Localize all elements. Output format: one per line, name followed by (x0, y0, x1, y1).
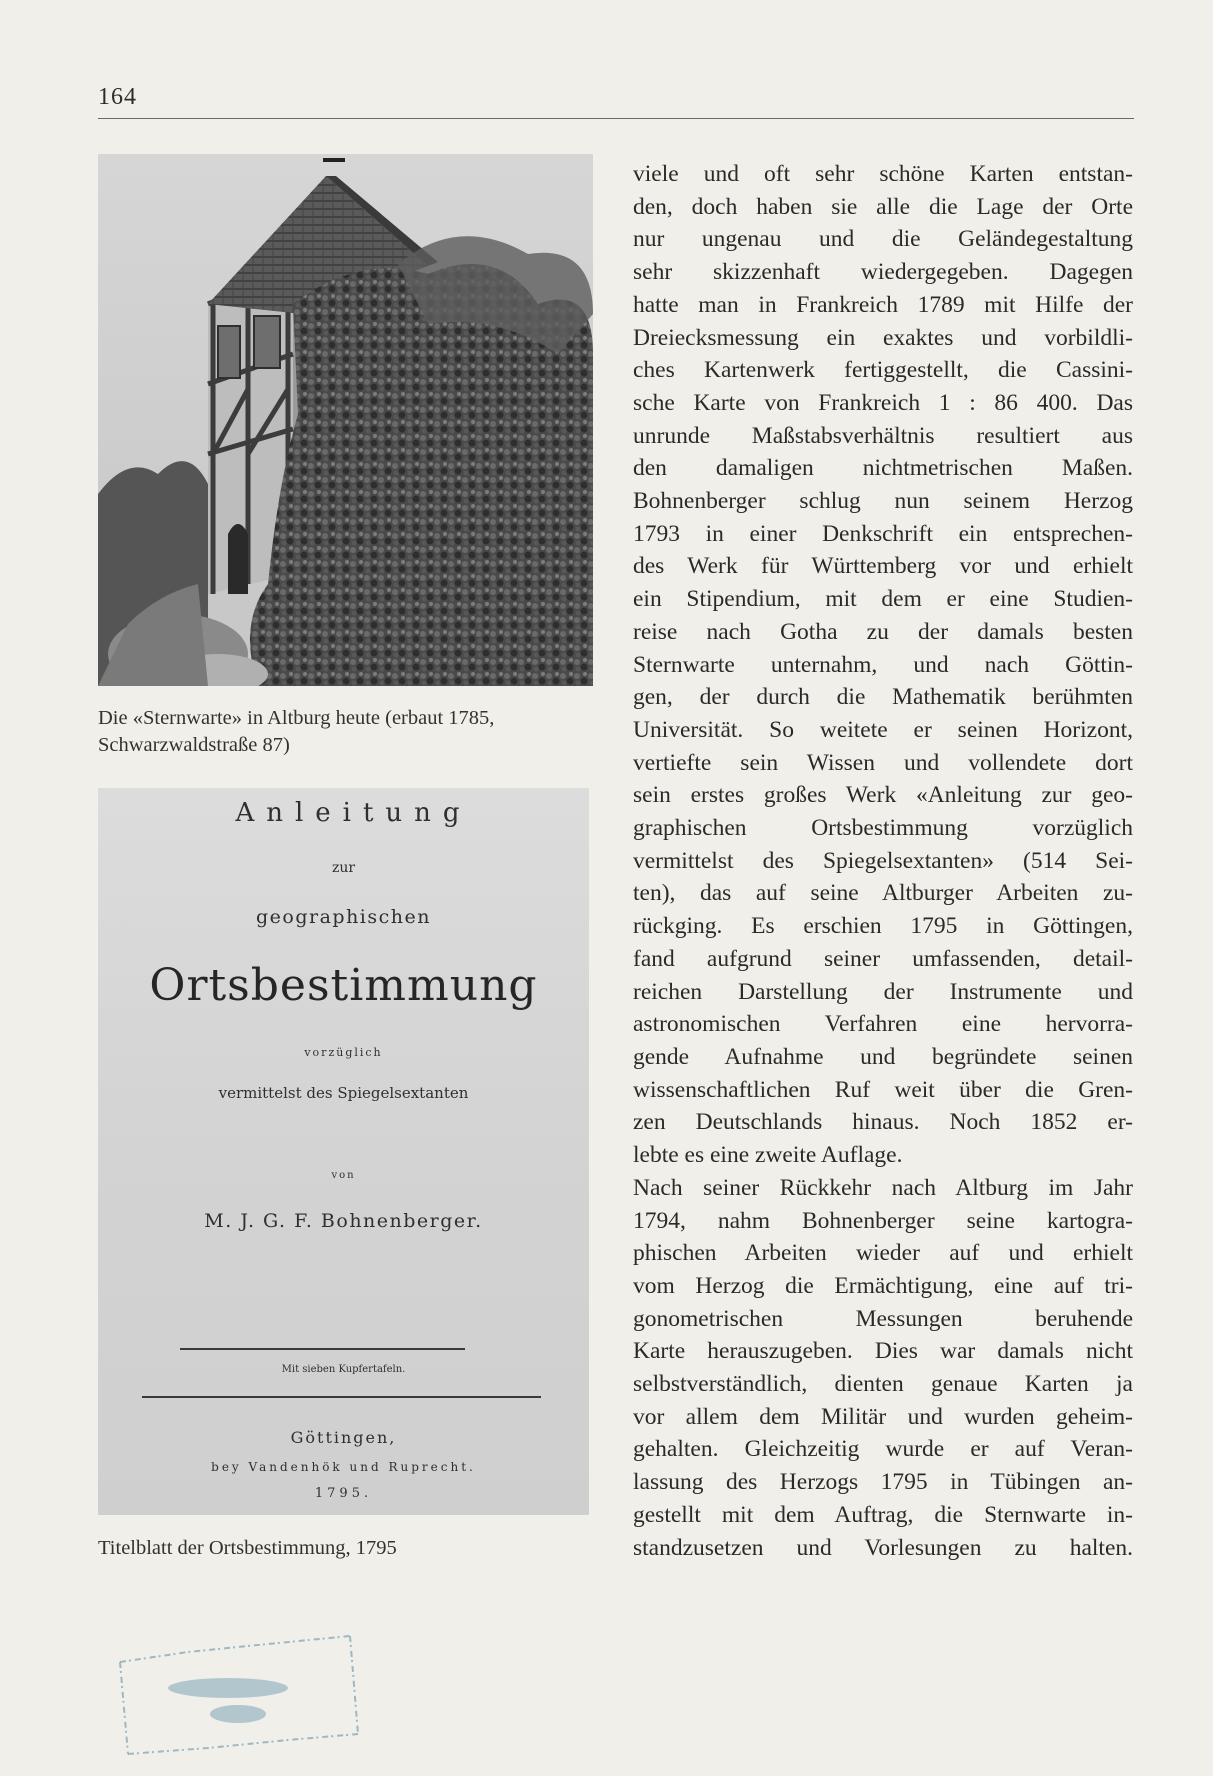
titlepage-rule-upper (180, 1348, 465, 1350)
body-text-line: Dreiecksmessung ein exaktes und vorbildli- (633, 324, 1133, 351)
body-text-line: sein erstes großes Werk «Anleitung zur geo- (633, 782, 1133, 809)
body-text-line: vom Herzog die Ermächtigung, eine auf tri- (633, 1272, 1133, 1299)
body-text-line: graphischen Ortsbestimmung vorzüglich (633, 815, 1133, 842)
body-text-line: astronomischen Verfahren eine hervorra- (633, 1011, 1133, 1038)
body-text-line: fand aufgrund seiner umfassenden, detail- (633, 945, 1133, 972)
body-text-line: sche Karte von Frankreich 1 : 86 400. Das (633, 389, 1133, 416)
titlepage-ortsbestimmung: Ortsbestimmung (149, 960, 538, 1011)
titlepage-vorzueglich: vorzüglich (304, 1046, 383, 1059)
body-text-line: lassung des Herzogs 1795 in Tübingen an- (633, 1469, 1133, 1496)
body-text-line: gende Aufnahme und begründete seinen (633, 1043, 1133, 1070)
body-text-line: vor allem dem Militär und wurden geheim- (633, 1403, 1133, 1430)
body-text-line: Karte herauszugeben. Dies war damals nicht (633, 1338, 1133, 1365)
body-text-line: Universität. So weitete er seinen Horizont, (633, 716, 1133, 743)
sternwarte-photo (98, 154, 593, 686)
body-text-line: gestellt mit dem Auftrag, die Sternwarte in- (633, 1501, 1133, 1528)
body-text-line: 1794, nahm Bohnenberger seine kartogra- (633, 1207, 1133, 1234)
body-text-line: zen Deutschlands hinaus. Noch 1852 er- (633, 1109, 1133, 1136)
body-text-line: gehalten. Gleichzeitig wurde er auf Veran- (633, 1436, 1133, 1463)
body-text-line: wissenschaftlichen Ruf weit über die Gren- (633, 1076, 1133, 1103)
body-text-line: den damaligen nichtmetrischen Maßen. (633, 455, 1133, 482)
body-text-line: des Werk für Württemberg vor und erhielt (633, 553, 1133, 580)
header-rule (98, 118, 1134, 119)
body-text-line: vertiefte sein Wissen und vollendete dort (633, 749, 1133, 776)
body-text-line: nur ungenau und die Geländegestaltung (633, 226, 1133, 253)
body-text-line: 1793 in einer Denkschrift ein entsprechen- (633, 520, 1133, 547)
library-stamp (118, 1630, 363, 1760)
body-text-line: gen, der durch die Mathematik berühmten (633, 684, 1133, 711)
body-text-line: gonometrischen Messungen beruhende (633, 1305, 1133, 1332)
body-text-line: rückging. Es erschien 1795 in Göttingen, (633, 913, 1133, 940)
body-text-column (633, 158, 1133, 1564)
titlepage-caption: Titelblatt der Ortsbestimmung, 1795 (98, 1537, 397, 1559)
body-text-line: lebte es eine zweite Auflage. (633, 1142, 903, 1169)
page-number: 164 (98, 84, 137, 110)
body-text-line: standzusetzen und Vorlesungen zu halten. (633, 1534, 1133, 1561)
body-text-line: reise nach Gotha zu der damals besten (633, 618, 1133, 645)
titlepage-goettingen: Göttingen, (290, 1428, 397, 1447)
body-text-line: phischen Arbeiten wieder auf und erhielt (633, 1240, 1133, 1267)
titlepage-von: von (331, 1170, 356, 1181)
titlepage-rule-lower (142, 1396, 541, 1398)
titlepage-year: 1795. (314, 1486, 373, 1501)
titlepage-anleitung: Anleitung (235, 798, 472, 828)
body-text-line: ten), das auf seine Altburger Arbeiten zu- (633, 880, 1133, 907)
titlepage-figure (98, 788, 589, 1515)
body-text-line: den, doch haben sie alle die Lage der Orte (633, 193, 1133, 220)
titlepage-vermittelst: vermittelst des Spiegelsextanten (218, 1084, 469, 1102)
body-text-line: Bohnenberger schlug nun seinem Herzog (633, 488, 1133, 515)
body-text-line: vermittelst des Spiegelsextanten» (514 Sei- (633, 847, 1133, 874)
body-text-line: Nach seiner Rückkehr nach Altburg im Jahr (633, 1174, 1133, 1201)
body-text-line: selbstverständlich, dienten genaue Karten ja (633, 1371, 1133, 1398)
body-text-line: viele und oft sehr schöne Karten entstan- (633, 161, 1133, 187)
titlepage-verlag: bey Vandenhök und Ruprecht. (211, 1460, 476, 1474)
body-text-line: hatte man in Frankreich 1789 mit Hilfe der (633, 291, 1133, 318)
titlepage-kupfertafeln: Mit sieben Kupfertafeln. (281, 1364, 406, 1375)
body-text-line: ches Kartenwerk fertiggestellt, die Cassini- (633, 357, 1133, 384)
titlepage-zur: zur (331, 860, 356, 876)
body-text-line: Sternwarte unternahm, und nach Göttin- (633, 651, 1133, 678)
body-text-line: unrunde Maßstabsverhältnis resultiert aus (633, 422, 1133, 449)
body-text-line: reichen Darstellung der Instrumente und (633, 978, 1133, 1005)
photo-caption: Die «Sternwarte» in Altburg heute (erbaut 1785, Schwarzwaldstraße 87) (98, 707, 495, 756)
titlepage-author: M. J. G. F. Bohnenberger. (204, 1210, 483, 1232)
titlepage-geographischen: geographischen (255, 906, 431, 928)
body-text-line: sehr skizzenhaft wiedergegeben. Dagegen (633, 259, 1133, 286)
body-text-line: ein Stipendium, mit dem er eine Studien- (633, 586, 1133, 613)
